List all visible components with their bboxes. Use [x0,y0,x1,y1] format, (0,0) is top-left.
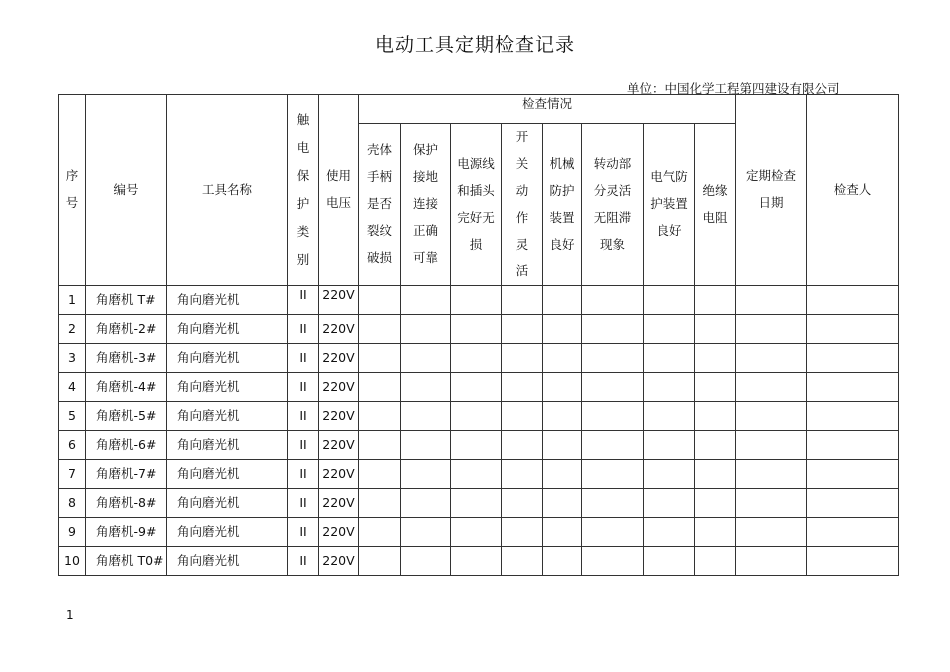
row-empty-cell [401,460,451,489]
table-row [59,547,899,576]
row-shock-class: II [288,402,319,431]
row-name: 角向磨光机 [167,286,288,315]
row-empty-cell [644,547,695,576]
row-empty-cell [543,373,582,402]
row-seq: 5 [59,402,86,431]
row-empty-cell [359,431,401,460]
row-empty-cell [451,518,502,547]
row-empty-cell [502,286,543,315]
row-seq: 10 [59,547,86,576]
row-empty-cell [451,315,502,344]
row-empty-cell [807,286,899,315]
row-empty-cell [401,315,451,344]
row-empty-cell [502,489,543,518]
row-shock-class: II [288,547,319,576]
row-empty-cell [451,286,502,315]
row-empty-cell [582,460,644,489]
table-row [59,460,899,489]
row-empty-cell [359,315,401,344]
row-name: 角向磨光机 [167,489,288,518]
row-seq: 1 [59,286,86,315]
row-name: 角向磨光机 [167,373,288,402]
row-empty-cell [543,344,582,373]
row-code: 角磨机-6# [86,431,167,460]
row-empty-cell [736,431,807,460]
header-sub-3: 电源线和插头完好无损 [451,124,502,286]
header-code: 编号 [86,95,167,286]
page-title: 电动工具定期检查记录 [374,34,575,56]
table-row [59,402,899,431]
header-sub-2: 保护接地连接正确可靠 [401,124,451,286]
header-inspection: 检查情况 [359,95,736,124]
row-empty-cell [582,547,644,576]
row-code: 角磨机-3# [86,344,167,373]
row-name: 角向磨光机 [167,431,288,460]
header-voltage: 使用电压 [319,95,359,286]
table-row [59,344,899,373]
page-number: 1 [66,608,74,622]
row-empty-cell [543,431,582,460]
row-empty-cell [401,547,451,576]
row-empty-cell [451,547,502,576]
row-empty-cell [644,315,695,344]
table-row [59,373,899,402]
row-empty-cell [807,547,899,576]
row-code: 角磨机-5# [86,402,167,431]
row-seq: 7 [59,460,86,489]
row-empty-cell [401,344,451,373]
row-empty-cell [807,431,899,460]
row-empty-cell [807,373,899,402]
header-inspector: 检查人 [807,95,899,286]
row-empty-cell [644,344,695,373]
row-empty-cell [695,547,736,576]
row-empty-cell [451,431,502,460]
row-shock-class: II [288,344,319,373]
row-shock-class: II [288,489,319,518]
header-name: 工具名称 [167,95,288,286]
row-empty-cell [807,460,899,489]
row-empty-cell [736,315,807,344]
row-empty-cell [582,286,644,315]
row-voltage: 220V [319,460,359,489]
header-shock-class: 触电保护类别 [288,95,319,286]
row-code: 角磨机-2# [86,315,167,344]
row-empty-cell [695,518,736,547]
row-empty-cell [736,460,807,489]
row-empty-cell [582,518,644,547]
row-empty-cell [582,489,644,518]
row-name: 角向磨光机 [167,518,288,547]
row-empty-cell [502,547,543,576]
row-empty-cell [502,344,543,373]
row-voltage: 220V [319,402,359,431]
row-empty-cell [644,518,695,547]
row-shock-class: II [288,373,319,402]
row-empty-cell [644,402,695,431]
row-empty-cell [543,286,582,315]
row-empty-cell [695,431,736,460]
row-empty-cell [451,489,502,518]
header-date: 定期检查日期 [736,95,807,286]
row-empty-cell [582,373,644,402]
row-empty-cell [644,431,695,460]
row-empty-cell [543,518,582,547]
row-empty-cell [695,402,736,431]
row-empty-cell [401,489,451,518]
row-empty-cell [644,373,695,402]
row-empty-cell [401,518,451,547]
row-empty-cell [502,460,543,489]
row-empty-cell [502,315,543,344]
row-empty-cell [807,518,899,547]
row-voltage: 220V [319,315,359,344]
row-shock-class: II [288,315,319,344]
row-empty-cell [359,344,401,373]
row-empty-cell [807,344,899,373]
header-sub-7: 电气防护装置良好 [644,124,695,286]
row-empty-cell [736,489,807,518]
row-voltage: 220V [319,344,359,373]
unit-label: 单位：中国化学工程第四建设有限公司 [627,81,840,96]
row-shock-class: II [288,431,319,460]
row-empty-cell [807,315,899,344]
row-empty-cell [359,373,401,402]
row-shock-class: II [288,518,319,547]
row-empty-cell [736,344,807,373]
row-empty-cell [695,460,736,489]
row-empty-cell [451,373,502,402]
table-row [59,315,899,344]
row-empty-cell [543,402,582,431]
row-voltage: 220V [319,489,359,518]
row-empty-cell [502,373,543,402]
row-empty-cell [736,373,807,402]
row-empty-cell [695,489,736,518]
row-empty-cell [359,286,401,315]
row-empty-cell [644,489,695,518]
row-shock-class: II [288,286,319,315]
row-code: 角磨机-7# [86,460,167,489]
row-empty-cell [401,373,451,402]
row-code: 角磨机 T0# [86,547,167,576]
row-code: 角磨机-4# [86,373,167,402]
row-empty-cell [401,402,451,431]
row-empty-cell [736,547,807,576]
row-empty-cell [695,286,736,315]
row-name: 角向磨光机 [167,547,288,576]
row-empty-cell [644,460,695,489]
row-empty-cell [695,373,736,402]
row-name: 角向磨光机 [167,315,288,344]
row-empty-cell [582,344,644,373]
row-voltage: 220V [319,286,359,315]
row-empty-cell [736,402,807,431]
header-sub-1: 壳体手柄是否裂纹破损 [359,124,401,286]
row-name: 角向磨光机 [167,460,288,489]
row-empty-cell [451,402,502,431]
row-empty-cell [807,489,899,518]
row-empty-cell [543,460,582,489]
row-seq: 8 [59,489,86,518]
row-voltage: 220V [319,373,359,402]
row-empty-cell [359,489,401,518]
row-empty-cell [401,286,451,315]
row-name: 角向磨光机 [167,344,288,373]
row-empty-cell [359,547,401,576]
header-sub-5: 机械防护装置良好 [543,124,582,286]
row-empty-cell [543,315,582,344]
row-seq: 3 [59,344,86,373]
row-empty-cell [736,518,807,547]
row-empty-cell [359,402,401,431]
row-code: 角磨机-8# [86,489,167,518]
row-empty-cell [807,402,899,431]
row-seq: 4 [59,373,86,402]
row-empty-cell [695,315,736,344]
row-empty-cell [543,489,582,518]
row-empty-cell [502,518,543,547]
header-sub-6: 转动部分灵活无阻滞现象 [582,124,644,286]
header-sub-4: 开关动作灵活 [502,124,543,286]
table-row [59,286,899,315]
row-voltage: 220V [319,518,359,547]
row-code: 角磨机 T# [86,286,167,315]
table-row [59,431,899,460]
row-empty-cell [502,402,543,431]
row-empty-cell [451,344,502,373]
row-empty-cell [736,286,807,315]
row-empty-cell [644,286,695,315]
inspection-table [58,94,899,576]
header-sub-8: 绝缘电阻 [695,124,736,286]
row-name: 角向磨光机 [167,402,288,431]
row-empty-cell [359,460,401,489]
row-shock-class: II [288,460,319,489]
row-empty-cell [451,460,502,489]
row-code: 角磨机-9# [86,518,167,547]
row-empty-cell [582,431,644,460]
row-seq: 2 [59,315,86,344]
row-empty-cell [695,344,736,373]
table-row [59,518,899,547]
row-empty-cell [359,518,401,547]
row-voltage: 220V [319,547,359,576]
row-empty-cell [401,431,451,460]
row-voltage: 220V [319,431,359,460]
header-seq: 序号 [59,95,86,286]
row-empty-cell [582,402,644,431]
row-empty-cell [582,315,644,344]
row-seq: 6 [59,431,86,460]
table-row [59,489,899,518]
row-empty-cell [543,547,582,576]
row-empty-cell [502,431,543,460]
row-seq: 9 [59,518,86,547]
